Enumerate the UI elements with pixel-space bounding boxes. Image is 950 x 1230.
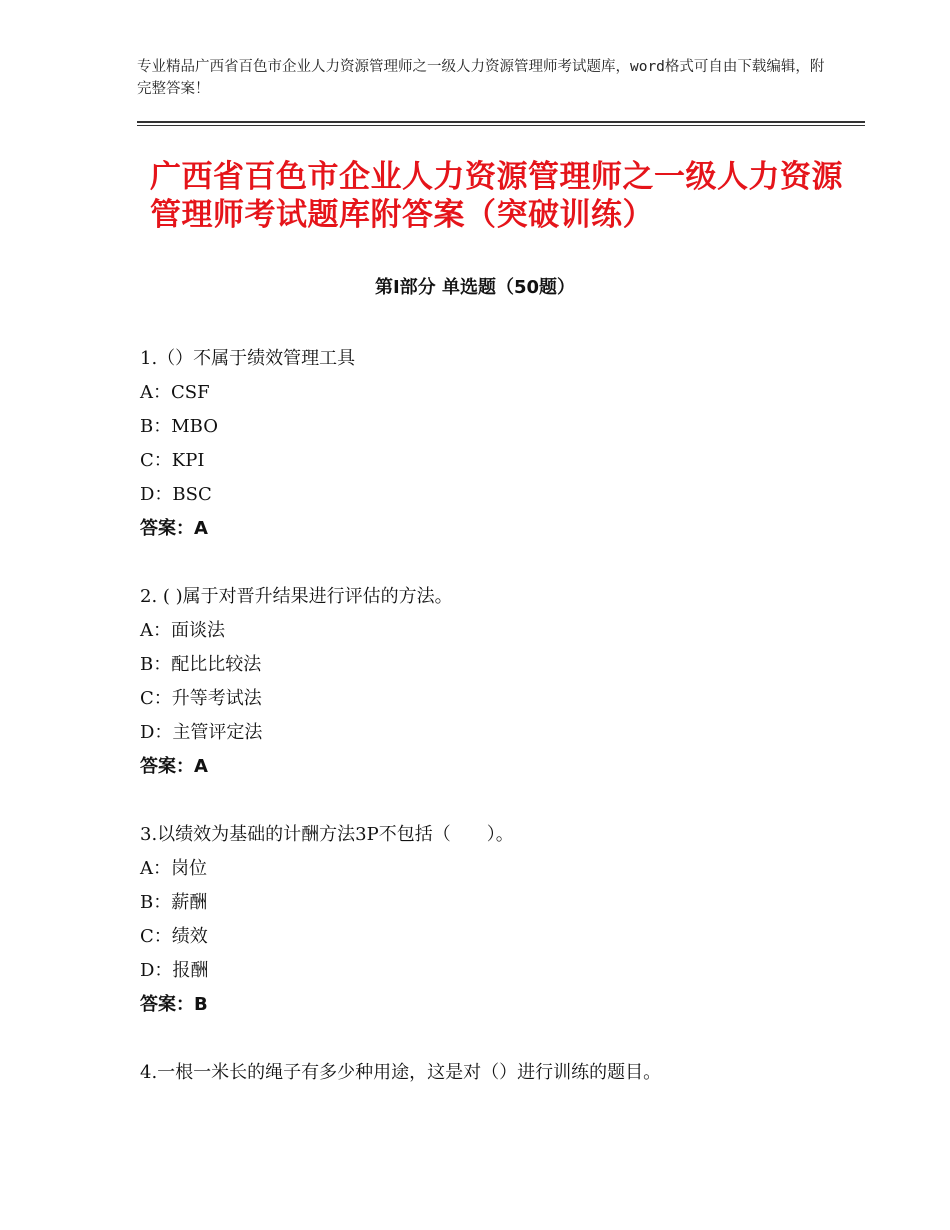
question-list bbox=[140, 342, 860, 1124]
header-divider-thick bbox=[137, 121, 865, 123]
question-text: 3.以绩效为基础的计酬方法3P不包括（ ）。 bbox=[140, 824, 514, 845]
header-note: 专业精品广西省百色市企业人力资源管理师之一级人力资源管理师考试题库，word格式可自由下载编辑，附完整答案！ bbox=[137, 59, 825, 97]
question-text: 4.一根一米长的绳子有多少种用途，这是对（）进行训练的题目。 bbox=[140, 1062, 662, 1083]
question-1 bbox=[140, 342, 860, 546]
option-a: A：岗位 bbox=[140, 858, 207, 879]
option-b: B：配比比较法 bbox=[140, 654, 262, 675]
document-title: 广西省百色市企业人力资源管理师之一级人力资源管理师考试题库附答案（突破训练） bbox=[150, 159, 843, 233]
option-c: C：升等考试法 bbox=[140, 688, 262, 709]
option-a: A：面谈法 bbox=[140, 620, 225, 641]
option-b: B：MBO bbox=[140, 416, 218, 437]
option-a: A：CSF bbox=[140, 382, 210, 403]
option-c: C：KPI bbox=[140, 450, 205, 471]
answer: 答案：A bbox=[140, 518, 208, 539]
question-4 bbox=[140, 1056, 860, 1090]
header-divider-thin bbox=[137, 125, 865, 126]
question-text: 1.（）不属于绩效管理工具 bbox=[140, 348, 356, 369]
option-d: D：主管评定法 bbox=[140, 722, 263, 743]
option-b: B：薪酬 bbox=[140, 892, 208, 913]
section-title: 第Ⅰ部分 单选题（50题） bbox=[374, 277, 575, 298]
answer: 答案：B bbox=[140, 994, 208, 1015]
option-c: C：绩效 bbox=[140, 926, 208, 947]
question-3 bbox=[140, 818, 860, 1022]
question-2 bbox=[140, 580, 860, 784]
question-text: 2. ( )属于对晋升结果进行评估的方法。 bbox=[140, 586, 453, 607]
answer: 答案：A bbox=[140, 756, 208, 777]
option-d: D：报酬 bbox=[140, 960, 209, 981]
option-d: D：BSC bbox=[140, 484, 212, 505]
